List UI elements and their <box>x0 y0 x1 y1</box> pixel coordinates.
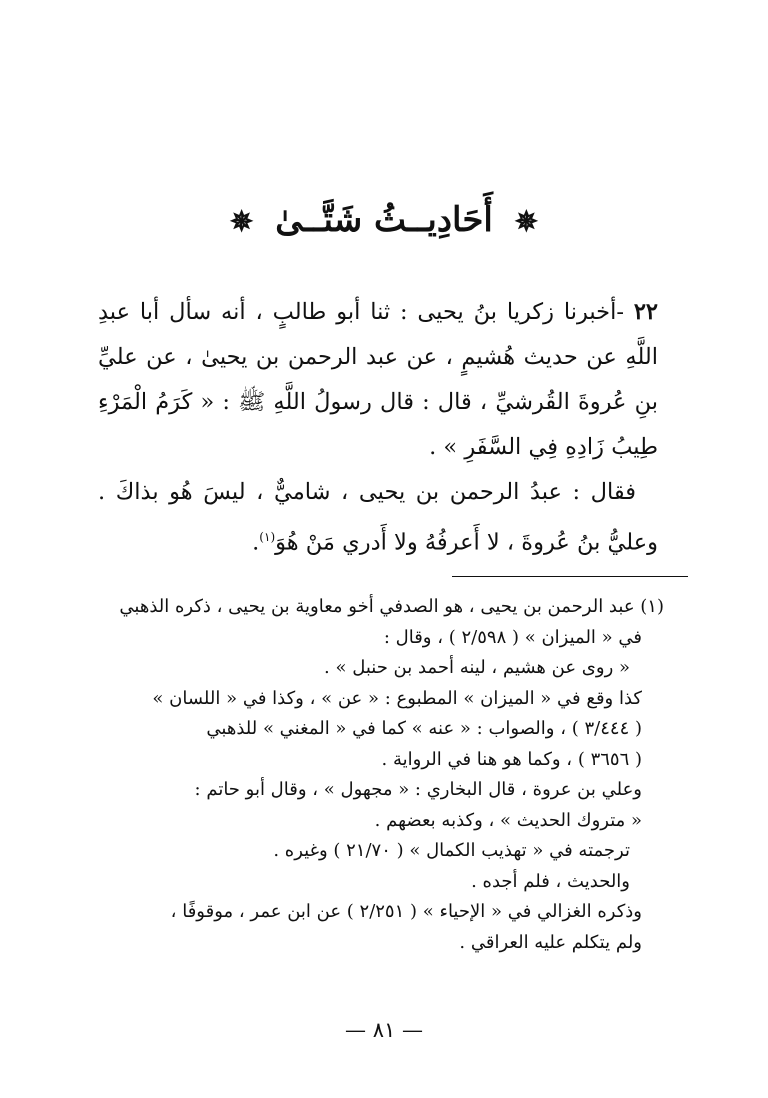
hadith-paragraph-2-end: . <box>252 529 260 556</box>
footnote-line: ( ٣/٤٤٤ ) ، والصواب : « عنه » كما في « المغني » للذهبي <box>206 718 642 739</box>
page-number: — ٨١ — <box>345 1018 423 1042</box>
footnote-divider <box>452 576 688 577</box>
hadith-paragraph-2-text: فقال : عبدُ الرحمن بن يحيى ، شاميٌّ ، ليسَ هُو بذاكَ . وعليُّ بنُ عُروةَ ، لا أَعرفُهُ ولا أَدري مَنْ هُوَ <box>98 479 658 556</box>
section-title-text: أَحَادِيــثُ شَتَّــىٰ <box>275 200 493 240</box>
footnote-line: في « الميزان » ( ٢/٥٩٨ ) ، وقال : <box>383 626 642 648</box>
footnote-line: ولم يتكلم عليه العراقي . <box>459 931 642 953</box>
footnote-line: ترجمته في « تهذيب الكمال » ( ٢١/٧٠ ) وغيره . <box>273 840 630 861</box>
star-ornament-icon: ✵ <box>229 205 254 238</box>
footnote-line: والحديث ، فلم أجده . <box>471 870 630 892</box>
footnote-marker: (١) <box>259 530 276 544</box>
footnote-line: وعلي بن عروة ، قال البخاري : « مجهول » ، وقال أبو حاتم : <box>194 779 642 800</box>
footnote-section <box>98 592 664 958</box>
footnote-line: « روى عن هشيم ، لينه أحمد بن حنبل » . <box>324 657 630 678</box>
footnote-line: كذا وقع في « الميزان » المطبوع : « عن » ، وكذا في « اللسان » <box>152 687 642 709</box>
section-title <box>0 196 768 246</box>
hadith-paragraph-1 <box>98 290 658 470</box>
hadith-number: ٢٢ <box>633 299 658 325</box>
footnote-line: (١) عبد الرحمن بن يحيى ، هو الصدفي أخو معاوية بن يحيى ، ذكره الذهبي <box>119 596 664 617</box>
hadith-paragraph-2 <box>98 470 658 566</box>
footnote-line: ( ٣٦٥٦ ) ، وكما هو هنا في الرواية . <box>381 748 642 770</box>
hadith-paragraph-1-text: -أخبرنا زكريا بنُ يحيى : ثنا أبو طالبٍ ، أنه سأل أبا عبدِ اللَّهِ عن حديث هُشيمٍ ، عن عبد الرحمن بن يحيىٰ ، عن عليِّ بنِ عُروةَ القُرشيِّ ، قال : قال رسولُ اللَّهِ ﷺ : « كَرَمُ الْمَرْءِ طِيبُ زَادِهِ فِي السَّفَرِ » . <box>98 299 658 460</box>
star-ornament-icon: ✵ <box>514 205 539 238</box>
footnote-line: وذكره الغزالي في « الإحياء » ( ٢/٢٥١ ) عن ابن عمر ، موقوفًا ، <box>170 901 642 922</box>
hadith-text <box>98 290 658 566</box>
footnote-line: « متروك الحديث » ، وكذبه بعضهم . <box>374 809 642 831</box>
